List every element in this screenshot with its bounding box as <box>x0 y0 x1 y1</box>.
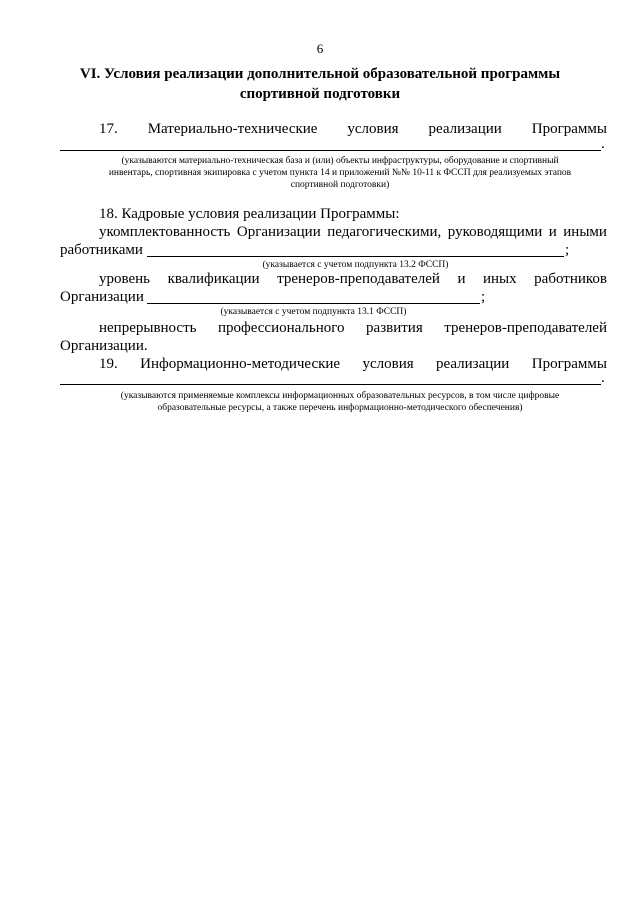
item-17-end-mark: . <box>601 136 605 152</box>
qualification-line <box>99 271 607 288</box>
qualification-label: Организации <box>60 289 144 305</box>
section-title-line-1: VI. Условия реализации дополнительной образовательной программы <box>79 66 561 82</box>
development-word: непрерывность <box>99 320 197 336</box>
item-19-end-mark: . <box>601 370 605 386</box>
item-17-fill-line <box>60 150 601 151</box>
qualification-word: иных <box>483 271 517 287</box>
item-19-note-line-1: (указываются применяемые комплексы информационных образовательных ресурсов, в том числе цифровые <box>120 391 560 401</box>
staffing-end: ; <box>565 242 570 258</box>
staffing-line <box>99 224 607 241</box>
qualification-word: и <box>457 271 466 287</box>
page-number: 6 <box>316 41 324 56</box>
item-17-note-line-3: спортивной подготовки) <box>290 180 390 190</box>
item-19-word: 19. <box>99 356 118 372</box>
qualification-word: уровень <box>99 271 151 287</box>
staffing-label: работниками <box>60 242 143 258</box>
item-17-word: реализации <box>428 121 502 137</box>
development-end: Организации. <box>60 338 148 354</box>
item-17-heading <box>99 121 607 138</box>
staffing-word: и <box>548 224 557 240</box>
staffing-word: укомплектованность <box>99 224 231 240</box>
item-17-note-line-2: инвентарь, спортивная экипировка с учетом пункта 14 и приложений №№ 10-11 к ФССП для реализуемых этапов <box>108 168 572 178</box>
staffing-word: Организации <box>236 224 321 240</box>
staffing-word: руководящими <box>447 224 543 240</box>
development-word: профессионального <box>217 320 345 336</box>
qualification-end: ; <box>481 289 486 305</box>
item-17-note-line-1: (указываются материально-техническая база и (или) объекты инфраструктуры, оборудование и спортивный <box>121 156 559 166</box>
item-19-fill-line <box>60 384 601 385</box>
qualification-word: работников <box>534 271 607 287</box>
qualification-word: тренеров-преподавателей <box>277 271 440 287</box>
staffing-word: иными <box>563 224 607 240</box>
item-19-word: реализации <box>436 356 510 372</box>
item-17-word: условия <box>347 121 399 137</box>
section-title-line-2: спортивной подготовки <box>239 86 401 102</box>
item-19-note-line-2: образовательные ресурсы, а также перечень информационно-методического обеспечения) <box>157 403 523 413</box>
item-19-word: Информационно-методические <box>140 356 341 372</box>
item-17-word: Материально-технические <box>147 121 318 137</box>
development-word: развития <box>366 320 423 336</box>
staffing-word: педагогическими, <box>327 224 442 240</box>
qualification-fill-line <box>147 303 480 304</box>
item-17-word: 17. <box>99 121 118 137</box>
item-19-word: условия <box>362 356 414 372</box>
item-19-heading <box>99 356 607 373</box>
staffing-note: (указывается с учетом подпункта 13.2 ФССП) <box>262 260 449 270</box>
item-19-word: Программы <box>531 356 607 372</box>
qualification-word: квалификации <box>167 271 260 287</box>
item-17-word: Программы <box>531 121 607 137</box>
staffing-fill-line <box>147 256 564 257</box>
development-word: тренеров-преподавателей <box>444 320 607 336</box>
qualification-note: (указывается с учетом подпункта 13.1 ФССП) <box>220 307 407 317</box>
development-line <box>99 320 607 337</box>
item-18-heading: 18. Кадровые условия реализации Программы: <box>99 206 400 222</box>
